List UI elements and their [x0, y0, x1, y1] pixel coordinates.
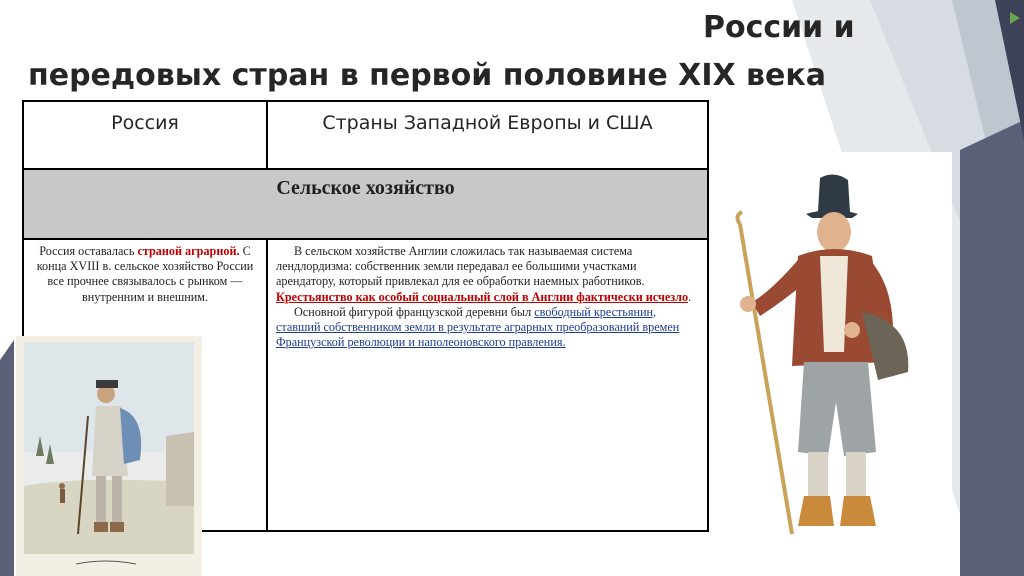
- section-title: Сельское хозяйство: [276, 177, 455, 199]
- western-peasant-image: [712, 152, 952, 576]
- russian-peasant-image: [16, 336, 202, 576]
- header-cell-russia: [24, 102, 268, 170]
- west-p1-highlight: Крестьянство как особый социальный слой в Англии фактически исчезло: [276, 289, 689, 304]
- west-p2-link[interactable]: свободный крестьянин, ставший собственником земли в результате аграрных преобразований времен Французской революции и наполеоновского правления.: [276, 304, 680, 350]
- west-paragraph-2: [276, 305, 697, 351]
- header-cell-west: [268, 102, 707, 170]
- west-p2-text: Основной фигурой французской деревни был: [294, 304, 535, 319]
- russia-text-part1: Россия оставалась: [39, 244, 138, 258]
- section-row: [24, 170, 707, 240]
- header-russia: Россия: [111, 112, 179, 134]
- west-p1-end: .: [688, 289, 692, 304]
- russia-text-part2: С конца XVIII в. сельское хозяйство России все прочнее связывалось с рынком — внутренним и внешним.: [36, 244, 254, 304]
- west-text: [268, 240, 707, 350]
- russia-highlight: страной аграрной.: [137, 244, 240, 258]
- page-title-line-2: передовых стран в первой половине XIX века: [28, 58, 826, 93]
- west-paragraph-1: [276, 244, 697, 305]
- west-p1-text: В сельском хозяйстве Англии сложилась так называемая система лендлордизма: собственник земли передавал ее большими участками арендатору, который привлекал для ее обработки наемных работников.: [276, 244, 645, 289]
- page-title-line-1: России и: [703, 10, 855, 45]
- west-cell: [268, 240, 707, 530]
- russia-text: [24, 240, 266, 305]
- header-west: Страны Западной Европы и США: [322, 112, 653, 134]
